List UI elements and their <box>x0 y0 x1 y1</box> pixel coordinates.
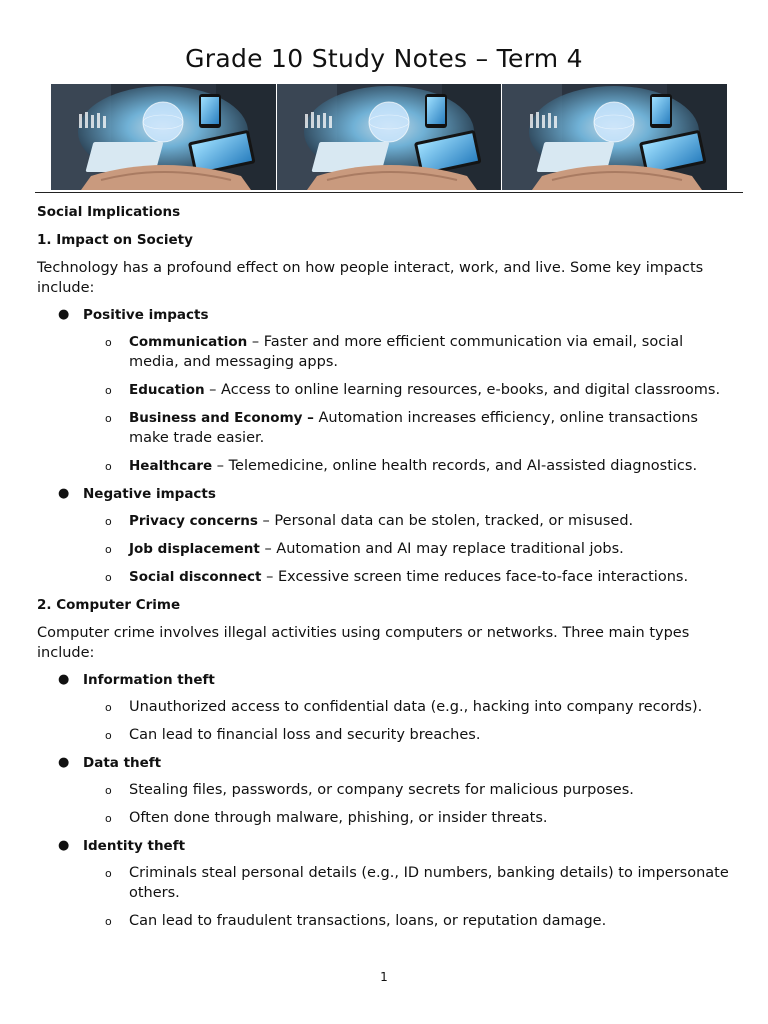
list-item-text: – Telemedicine, online health records, and AI-assisted diagnostics. <box>212 458 698 474</box>
list-item <box>83 408 737 448</box>
circle-bullet-icon: o <box>105 412 112 425</box>
list-item-crime-type <box>37 670 737 745</box>
list-item <box>83 780 737 800</box>
list-item <box>83 697 737 717</box>
list-item-text: Automation increases efficiency, online transactions make trade easier. <box>129 410 698 446</box>
list-item-label: Data theft <box>83 755 162 771</box>
list-item-text: – Excessive screen time reduces face-to-face interactions. <box>261 569 689 585</box>
list-item-term: Privacy concerns <box>129 513 258 529</box>
bullet-icon: ● <box>58 838 70 853</box>
list-item-text: – Automation and AI may replace traditional jobs. <box>259 541 624 557</box>
circle-bullet-icon: o <box>105 812 112 825</box>
banner-panel <box>501 84 727 190</box>
circle-bullet-icon: o <box>105 336 112 349</box>
list-item-term: Education <box>129 382 205 398</box>
list-item <box>83 725 737 745</box>
list-item <box>83 511 737 531</box>
bullet-icon: ● <box>58 755 70 770</box>
section-title: Social Implications <box>37 204 181 220</box>
list-item-label: Information theft <box>83 672 215 688</box>
crime-type-details <box>83 697 737 745</box>
list-item <box>83 332 737 372</box>
circle-bullet-icon: o <box>105 784 112 797</box>
list-item-term: Job displacement <box>129 541 260 557</box>
page-number: 1 <box>380 970 388 984</box>
header-divider <box>35 192 743 193</box>
crime-type-details <box>83 780 737 828</box>
bullet-icon: ● <box>58 307 70 322</box>
list-item-term: Business and Economy – <box>129 410 314 426</box>
list-item-text: Often done through malware, phishing, or insider threats. <box>129 810 548 826</box>
list-item-crime-type <box>37 836 737 931</box>
list-item <box>83 808 737 828</box>
circle-bullet-icon: o <box>105 729 112 742</box>
list-item <box>83 380 737 400</box>
list-item-text: Criminals steal personal details (e.g., ID numbers, banking details) to impersonate others. <box>129 865 729 901</box>
list-item-term: Healthcare <box>129 458 213 474</box>
circle-bullet-icon: o <box>105 543 112 556</box>
circle-bullet-icon: o <box>105 460 112 473</box>
circle-bullet-icon: o <box>105 571 112 584</box>
bullet-icon: ● <box>58 672 70 687</box>
list-item-label: Positive impacts <box>83 307 209 323</box>
heading-impact-on-society: 1. Impact on Society <box>37 232 193 248</box>
list-item <box>83 456 737 476</box>
banner-image <box>51 84 727 190</box>
list-item-text: Can lead to fraudulent transactions, loans, or reputation damage. <box>129 913 607 929</box>
list-item <box>83 911 737 931</box>
list-item-term: Communication <box>129 334 248 350</box>
list-item-text: – Access to online learning resources, e-books, and digital classrooms. <box>204 382 721 398</box>
list-item-text: – Personal data can be stolen, tracked, or misused. <box>257 513 634 529</box>
impact-list <box>37 305 737 587</box>
positive-impacts-list <box>83 332 737 476</box>
crime-type-details <box>83 863 737 931</box>
list-item-label: Identity theft <box>83 838 186 854</box>
bullet-icon: ● <box>58 486 70 501</box>
crime-intro: Computer crime involves illegal activities using computers or networks. Three main types include: <box>37 625 690 661</box>
list-item <box>83 539 737 559</box>
list-item-text: Unauthorized access to confidential data (e.g., hacking into company records). <box>129 699 703 715</box>
negative-impacts-list <box>83 511 737 587</box>
circle-bullet-icon: o <box>105 915 112 928</box>
list-item <box>83 567 737 587</box>
page-title: Grade 10 Study Notes – Term 4 <box>185 44 583 73</box>
list-item-text: Stealing files, passwords, or company secrets for malicious purposes. <box>129 782 634 798</box>
list-item-positive <box>37 305 737 476</box>
circle-bullet-icon: o <box>105 867 112 880</box>
list-item-term: Social disconnect <box>129 569 262 585</box>
list-item <box>83 863 737 903</box>
list-item-label: Negative impacts <box>83 486 216 502</box>
list-item-negative <box>37 484 737 587</box>
banner-panel <box>51 84 276 190</box>
notes-body <box>37 202 737 939</box>
circle-bullet-icon: o <box>105 515 112 528</box>
list-item-text: Can lead to financial loss and security breaches. <box>129 727 481 743</box>
banner-panel <box>276 84 502 190</box>
heading-computer-crime: 2. Computer Crime <box>37 597 181 613</box>
circle-bullet-icon: o <box>105 384 112 397</box>
list-item-text: – Faster and more efficient communication via email, social media, and messaging apps. <box>129 334 684 370</box>
impact-intro: Technology has a profound effect on how people interact, work, and live. Some key impacts include: <box>37 260 704 296</box>
crime-types-list <box>37 670 737 931</box>
circle-bullet-icon: o <box>105 701 112 714</box>
list-item-crime-type <box>37 753 737 828</box>
